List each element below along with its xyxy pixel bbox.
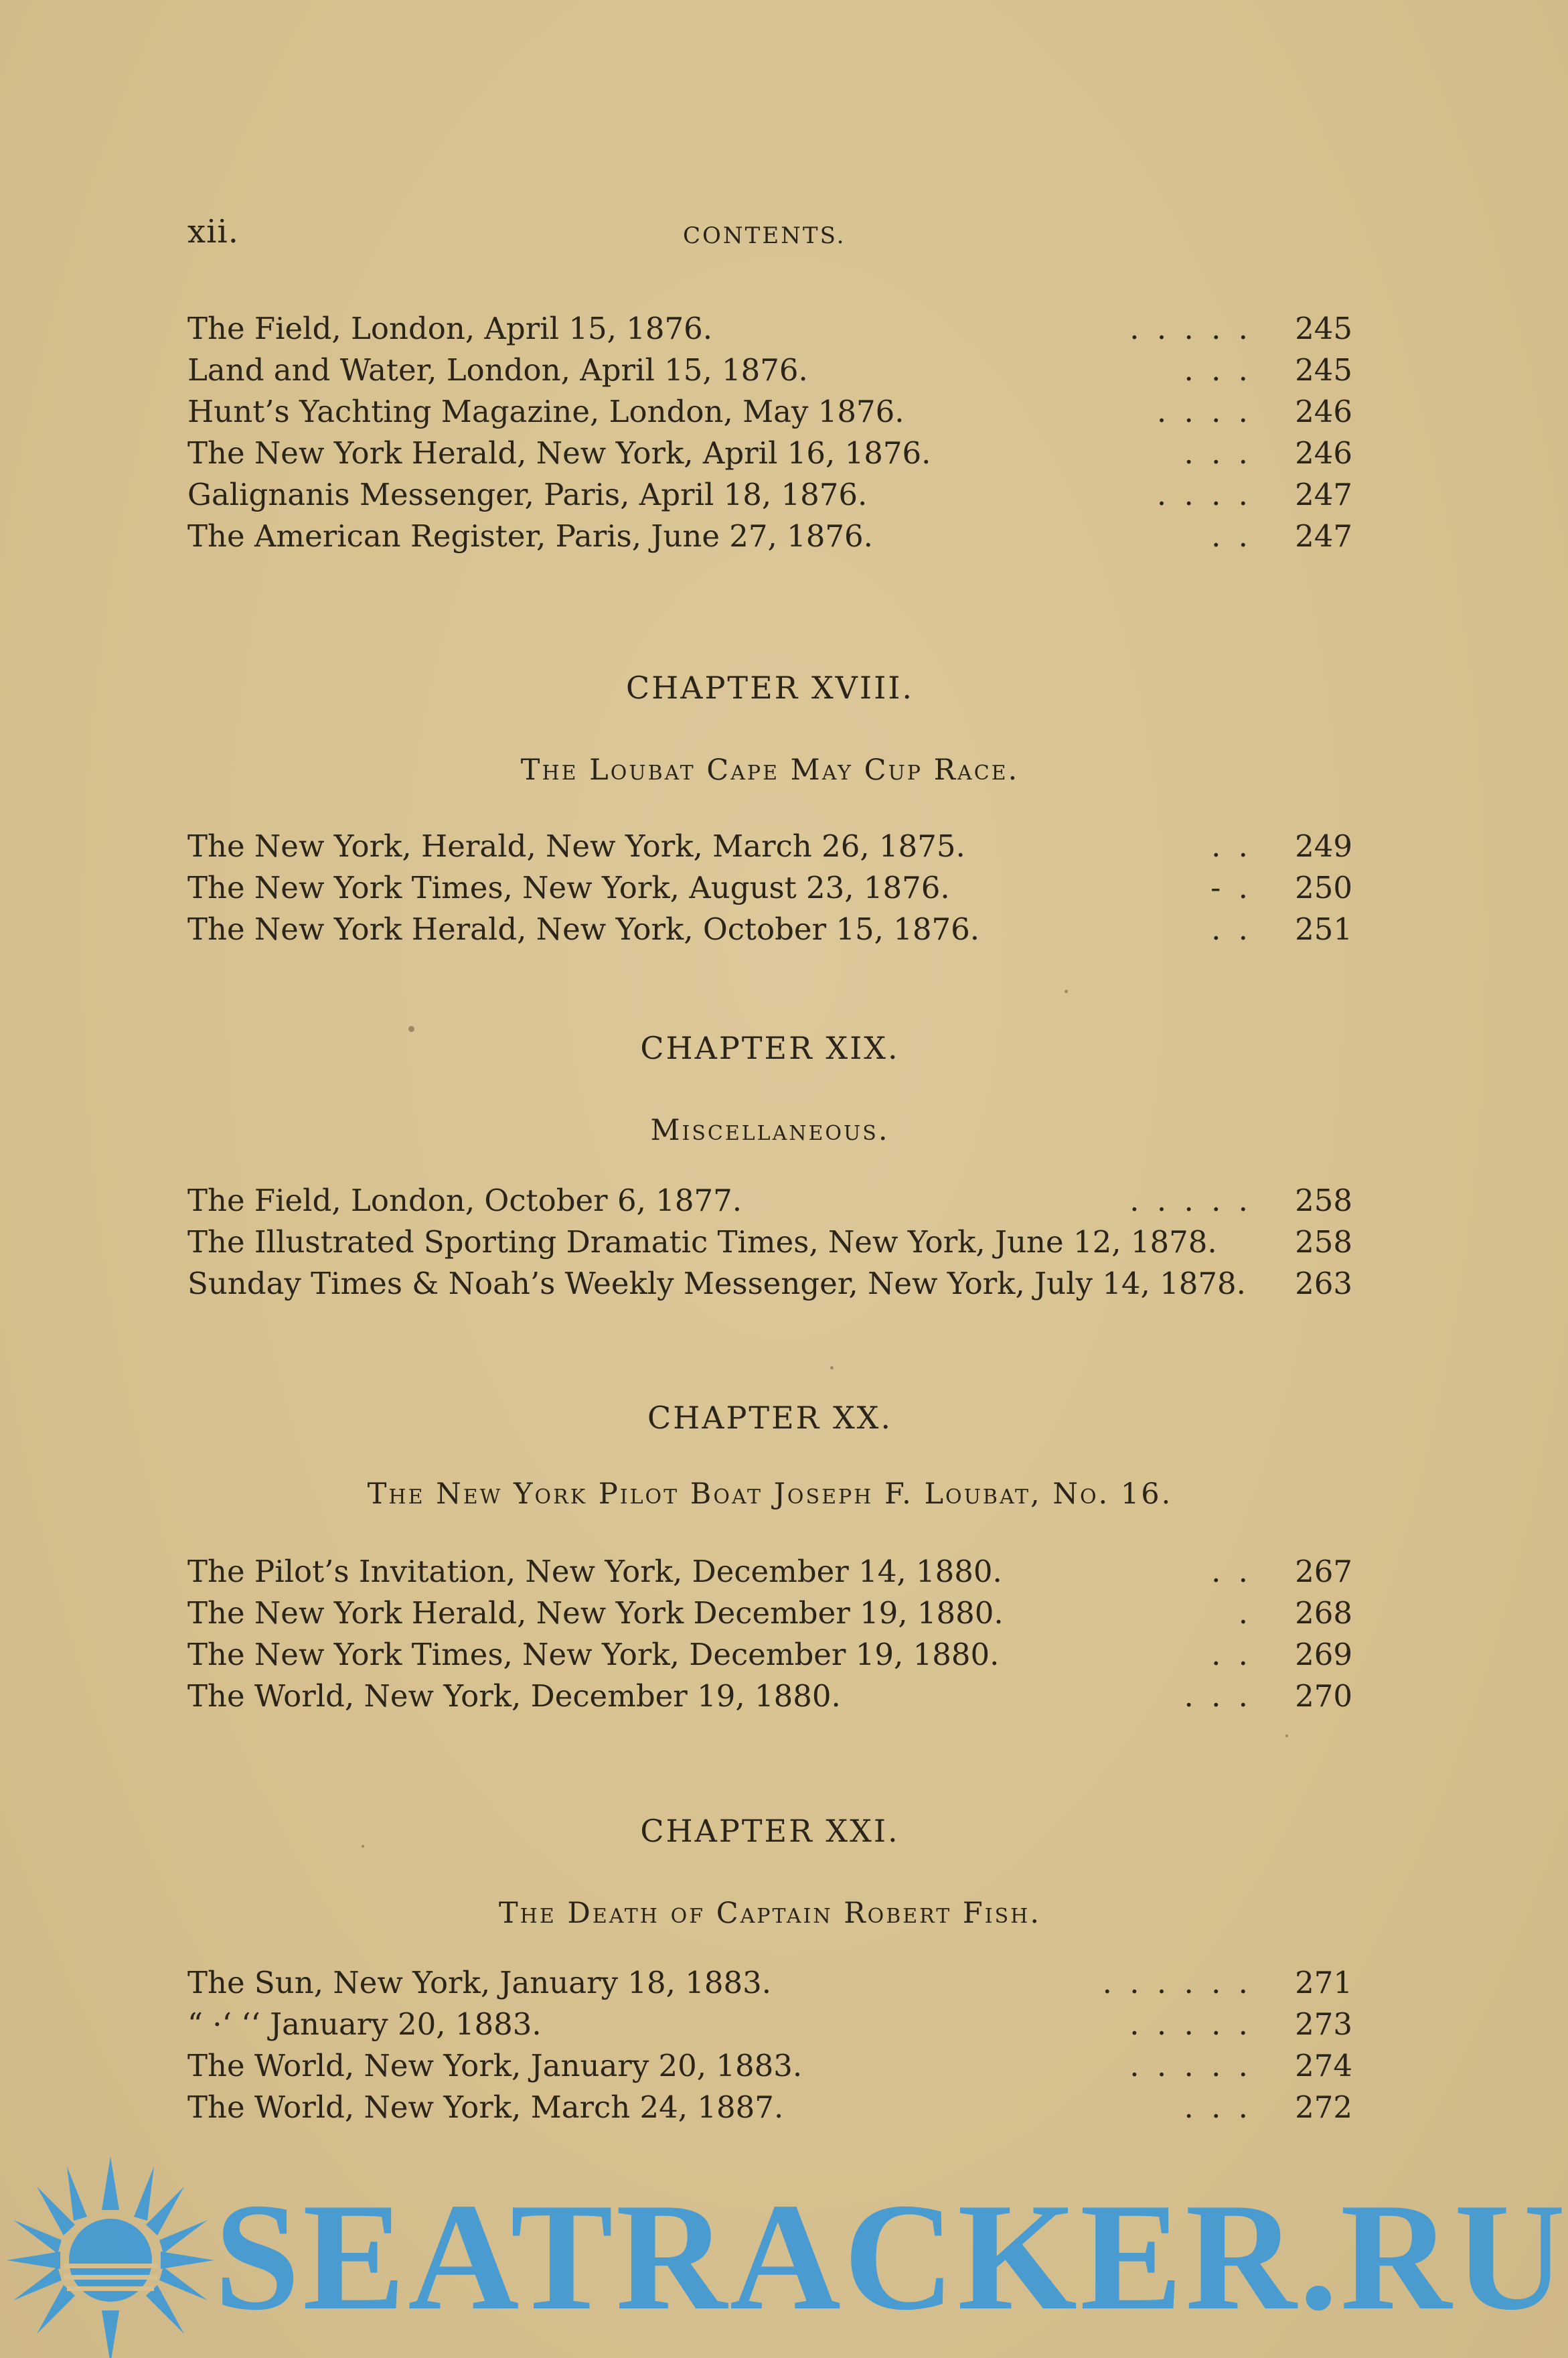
dot-leader: . . .: [1184, 1678, 1252, 1714]
watermark-text: SEATRACKER.RU: [214, 2171, 1568, 2342]
toc-entry: [187, 2004, 1352, 2045]
entry-title: The American Register, Paris, June 27, 1876.: [187, 518, 873, 554]
toc-entry: [187, 826, 1352, 867]
entry-title: Land and Water, London, April 15, 1876.: [187, 352, 808, 388]
dot-leader: . . . .: [1156, 394, 1252, 429]
entry-title: The World, New York, January 20, 1883.: [187, 2048, 803, 2083]
toc-entry: [187, 867, 1352, 909]
dot-leader: - .: [1210, 870, 1252, 905]
running-head-title: CONTENTS.: [683, 222, 846, 249]
page-folio: xii.: [187, 213, 240, 250]
toc-entry: [187, 1676, 1352, 1717]
paper-speck: [1065, 990, 1068, 993]
entry-page-number: 246: [1295, 435, 1352, 471]
toc-entry: [187, 2087, 1352, 2128]
entry-title: The Pilot’s Invitation, New York, December 14, 1880.: [187, 1554, 1002, 1589]
chapter-subtitle: Miscellaneous.: [650, 1114, 890, 1147]
toc-entry: [187, 1551, 1352, 1593]
toc-entry: [187, 391, 1352, 433]
entry-page-number: 250: [1295, 870, 1352, 905]
entry-title: Hunt’s Yachting Magazine, London, May 1876.: [187, 394, 905, 429]
dot-leader: . .: [1211, 828, 1252, 864]
toc-entry: [187, 1180, 1352, 1222]
toc-entry: [187, 433, 1352, 474]
dot-leader: . . .: [1184, 352, 1252, 388]
toc-entry: [187, 350, 1352, 391]
entry-title: The New York, Herald, New York, March 26, 1875.: [187, 828, 965, 864]
entry-title: The New York Times, New York, August 23, 1876.: [187, 870, 950, 905]
entry-page-number: 274: [1295, 2048, 1352, 2083]
toc-entry: [187, 516, 1352, 557]
entry-page-number: 268: [1295, 1595, 1352, 1631]
dot-leader: . . .: [1184, 2089, 1252, 2125]
toc-entry: [187, 909, 1352, 950]
entry-page-number: 267: [1295, 1554, 1352, 1589]
entry-page-number: 245: [1295, 352, 1352, 388]
chapter-heading: CHAPTER XX.: [647, 1400, 893, 1436]
dot-leader: . . . .: [1156, 477, 1252, 512]
entry-page-number: 263: [1295, 1266, 1352, 1301]
entry-page-number: 270: [1295, 1678, 1352, 1714]
entry-page-number: 247: [1295, 477, 1352, 512]
chapter-heading: CHAPTER XIX.: [640, 1030, 900, 1066]
entry-page-number: 271: [1295, 1965, 1352, 2000]
toc-entry: [187, 1593, 1352, 1634]
toc-entry: [187, 1263, 1352, 1305]
paper-speck: [408, 1026, 414, 1032]
dot-leader: . . . . .: [1129, 311, 1252, 346]
chapter-subtitle: The New York Pilot Boat Joseph F. Loubat, No. 16.: [367, 1477, 1173, 1511]
dot-leader: . .: [1211, 1637, 1252, 1672]
entry-title: The World, New York, March 24, 1887.: [187, 2089, 784, 2125]
entry-page-number: 272: [1295, 2089, 1352, 2125]
entry-page-number: 246: [1295, 394, 1352, 429]
chapter-entries: [187, 1551, 1352, 1717]
entry-title: The New York Herald, New York, April 16, 1876.: [187, 435, 931, 471]
entry-title: The New York Herald, New York December 19, 1880.: [187, 1595, 1004, 1631]
sun-icon: [0, 2143, 221, 2358]
entry-title: The New York Herald, New York, October 15, 1876.: [187, 911, 980, 947]
toc-entry: [187, 1222, 1352, 1263]
dot-leader: . . . . .: [1129, 2006, 1252, 2042]
entry-page-number: 251: [1295, 911, 1352, 947]
chapter-subtitle: The Loubat Cape May Cup Race.: [520, 753, 1020, 787]
dot-leader: . . . . . .: [1102, 1965, 1252, 2000]
paper-speck: [362, 1845, 364, 1848]
chapter-entries: [187, 1962, 1352, 2128]
entry-title: The Field, London, October 6, 1877.: [187, 1183, 742, 1218]
entry-title: “ ·‘ ‘‘ January 20, 1883.: [187, 2006, 542, 2042]
entry-title: The Field, London, April 15, 1876.: [187, 311, 713, 346]
dot-leader: . . . . .: [1129, 2048, 1252, 2083]
chapter-heading: CHAPTER XXI.: [640, 1813, 900, 1849]
watermark: [0, 2143, 1568, 2358]
dot-leader: . . .: [1184, 435, 1252, 471]
dot-leader: . .: [1211, 1554, 1252, 1589]
toc-entry: [187, 1634, 1352, 1676]
entry-page-number: 258: [1295, 1224, 1352, 1260]
chapter-heading: CHAPTER XVIII.: [625, 670, 915, 706]
entry-page-number: 258: [1295, 1183, 1352, 1218]
continued-entries: [187, 308, 1352, 557]
dot-leader: . .: [1211, 911, 1252, 947]
entry-title: The Sun, New York, January 18, 1883.: [187, 1965, 772, 2000]
entry-page-number: 273: [1295, 2006, 1352, 2042]
dot-leader: .: [1238, 1595, 1252, 1631]
entry-title: The New York Times, New York, December 19, 1880.: [187, 1637, 1000, 1672]
entry-page-number: 245: [1295, 311, 1352, 346]
dot-leader: . .: [1211, 518, 1252, 554]
entry-page-number: 249: [1295, 828, 1352, 864]
toc-entry: [187, 308, 1352, 350]
entry-title: Galignanis Messenger, Paris, April 18, 1876.: [187, 477, 868, 512]
entry-title: Sunday Times & Noah’s Weekly Messenger, New York, July 14, 1878.: [187, 1266, 1246, 1301]
paper-speck: [830, 1366, 834, 1370]
entry-title: The Illustrated Sporting Dramatic Times, New York, June 12, 1878.: [187, 1224, 1217, 1260]
entry-title: The World, New York, December 19, 1880.: [187, 1678, 841, 1714]
dot-leader: . . . . .: [1129, 1183, 1252, 1218]
chapter-subtitle: The Death of Captain Robert Fish.: [498, 1897, 1041, 1930]
entry-page-number: 247: [1295, 518, 1352, 554]
toc-entry: [187, 2045, 1352, 2087]
chapter-entries: [187, 1180, 1352, 1305]
running-head: [187, 213, 1352, 253]
chapter-entries: [187, 826, 1352, 950]
toc-entry: [187, 1962, 1352, 2004]
toc-entry: [187, 474, 1352, 516]
paper-speck: [1285, 1735, 1288, 1737]
entry-page-number: 269: [1295, 1637, 1352, 1672]
